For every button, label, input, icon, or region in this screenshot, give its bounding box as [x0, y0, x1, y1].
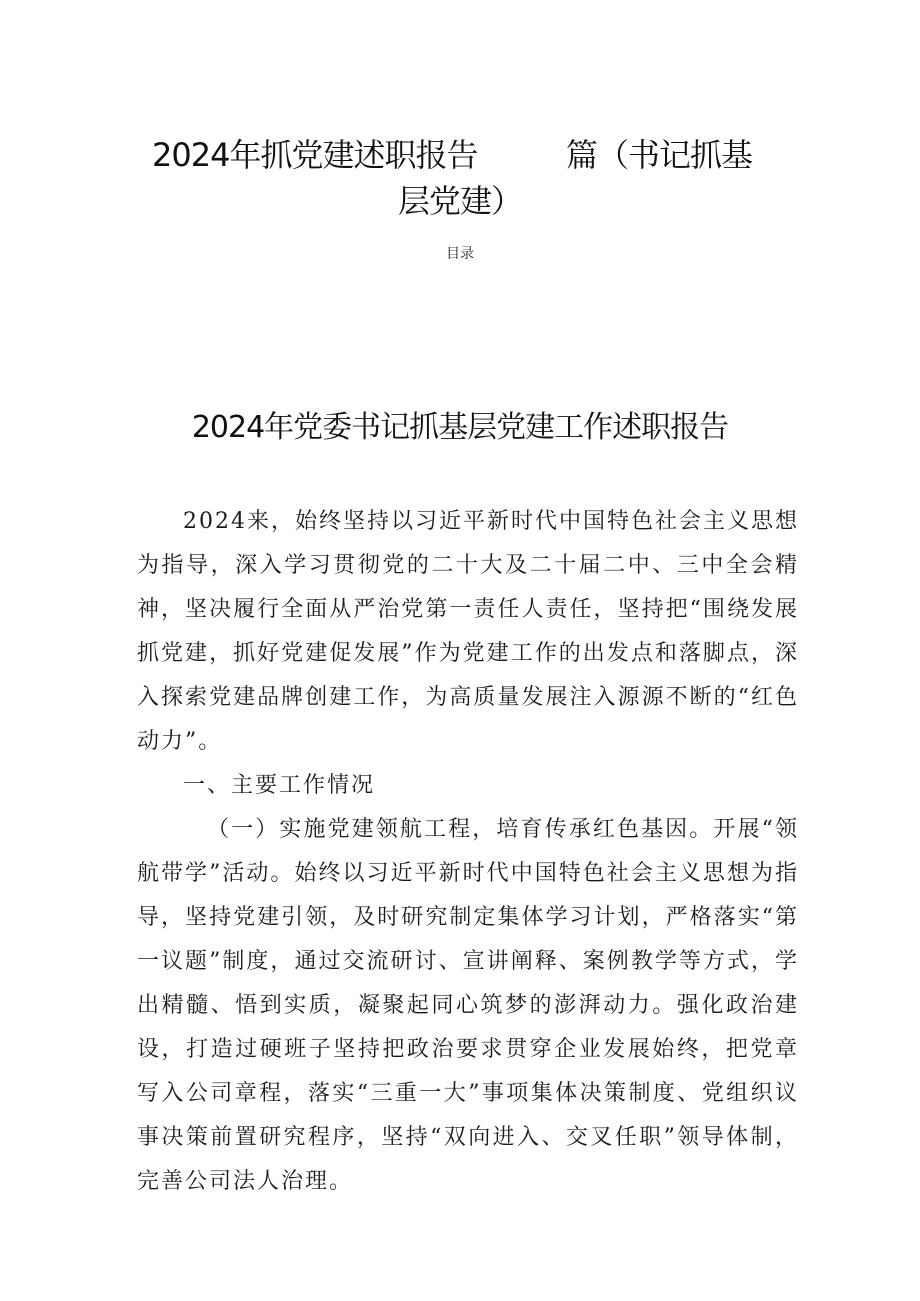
- document-title-part-a: 2024年抓党建述职报告: [152, 136, 478, 174]
- report-title: 2024年党委书记抓基层党建工作述职报告: [191, 410, 729, 445]
- section-heading-main-work: 一、主要工作情况: [183, 773, 376, 798]
- document-title-line2: 层党建）: [397, 182, 522, 220]
- section-item-paragraph: （一）实施党建领航工程，培育传承红色基因。开展“领航带学”活动。始终以习近平新时代中国特色社会主义思想为指导，坚持党建引领，及时研究制定集体学习计划，严格落实“第一议题”制度，通过交流研讨、宣讲阐释、案例教学等方式，学出精髓、悟到实质，凝聚起同心筑梦的澎湃动力。强化政治建设，打造过硬班子坚持把政治要求贯穿企业发展始终，把党章写入公司章程，落实“三重一大”事项集体决策制度、党组织议事决策前置研究程序，坚持“双向进入、交叉任职”领导体制，完善公司法人治理。: [137, 817, 799, 1194]
- report-body: [137, 500, 799, 1204]
- document-title: [0, 132, 920, 224]
- intro-paragraph: 2024来，始终坚持以习近平新时代中国特色社会主义思想为指导，深入学习贯彻党的二十大及二十届二中、三中全会精神，坚决履行全面从严治党第一责任人责任，坚持把“围绕发展抓党建，抓好党建促发展”作为党建工作的出发点和落脚点，深入探索党建品牌创建工作，为高质量发展注入源源不断的“红色动力”。: [137, 509, 799, 754]
- document-title-line1: [0, 132, 920, 178]
- document-title-part-b: 篇（书记抓基: [566, 136, 753, 174]
- table-of-contents-label: 目录: [446, 246, 474, 262]
